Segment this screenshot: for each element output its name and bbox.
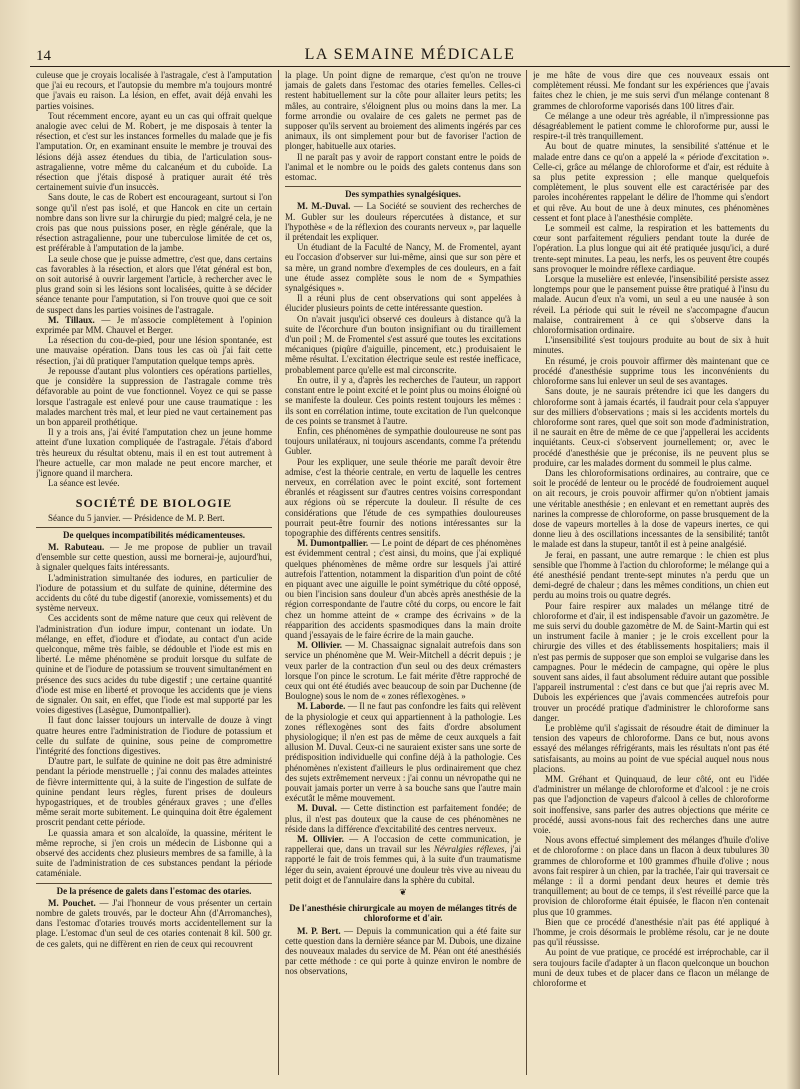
- speaker-name: M. Ollivier.: [297, 640, 343, 651]
- paragraph: Sans doute, le cas de Robert est encourageant, surtout si l'on songe qu'il n'est pas isolé, et que Hancok en cite un certain nombre dans son livre sur la chirurgie du pied; malgré cela, je ne crois pas que nous puissions poser, en règle générale, que la résection astragalienne, pour une tuberculose limitée de cet os, est préférable à l'amputation de la jambe.: [36, 192, 272, 254]
- page-number: 14: [36, 48, 51, 64]
- paragraph: la plage. Un point digne de remarque, c'est qu'on ne trouve jamais de galets dans l'estomac des otaries femelles. Celles-ci restent habituellement sur la côte pour allaiter leurs petits; les mâles, au contraire, s'éloignent plus ou moins dans la mer. La forme arrondie ou ovalaire de ces galets ne permet pas de supposer qu'ils servent au broiement des aliments ingérés par ces animaux, ils ont simplement pour but de favoriser l'action de plonger, habituelle aux otaries.: [285, 70, 521, 152]
- paragraph: [36, 542, 272, 573]
- speaker-name: M. Dumontpallier.: [297, 538, 369, 549]
- ornament-icon: ❦: [399, 887, 407, 898]
- speaker-name: M. Laborde.: [297, 701, 346, 712]
- paragraph-text: — Je m'associe complètement à l'opinion exprimée par MM. Chauvel et Berger.: [36, 314, 272, 336]
- paragraph: [36, 315, 272, 335]
- paragraph: Je repousse d'autant plus volontiers ces opérations partielles, que je considère la suppression de l'astragale comme très défavorable au point de vue fonctionnel. Voyez ce qui se passe lorsque l'astragale est enlevé pour une cause traumatique : les malades marchent très mal, et leur pied ne vaut certainement pas un bon appareil prothétique.: [36, 365, 272, 427]
- paragraph: L'insensibilité s'est toujours produite au bout de six à huit minutes.: [533, 335, 769, 356]
- paragraph-text: — Cette distinction est parfaitement fondée; de plus, il n'est pas douteux que la cause de ces phénomènes ne réside dans la différence d'excitabilité des centres nerveux.: [285, 803, 521, 834]
- paragraph: [285, 701, 521, 803]
- page-header: [30, 44, 790, 67]
- paragraph: Au bout de quatre minutes, la sensibilité s'atténue et le malade entre dans ce qu'on a appelé la « période d'excitation ». Celle-ci, grâce au mélange de chloroforme et d'air, est réduite à sa plus petite expression ; elle manque quelquefois complètement, le plus souvent elle est caractérisée par des paroles incohérentes rappelant le délire de l'homme qui s'endort et qui rêve. Au bout de une à deux minutes, ces phénomènes cessent et font place à l'anesthésie complète.: [533, 141, 769, 223]
- speaker-name: M. Tillaux.: [48, 314, 95, 325]
- subsection-heading: De la présence de galets dans l'estomac des otaries.: [36, 883, 272, 896]
- paragraph: En résumé, je crois pouvoir affirmer dès maintenant que ce procédé d'anesthésie supprime tous les inconvénients du chloroforme sans lui enlever un seul de ses avantages.: [533, 355, 769, 387]
- speaker-name: M. Pouchet.: [48, 897, 96, 908]
- column-divider: [278, 70, 279, 1075]
- paragraph: [36, 898, 272, 949]
- paragraph: On n'avait jusqu'ici observé ces douleurs à distance qu'à la suite de l'écorchure d'un bouton insignifiant ou du tiraillement d'un poil ; M. de Fromentel s'est assuré que toutes les excitations mécaniques (piqûre d'aiguille, pincement, etc.) produisaient le même résultat. L'excitation électrique seule est restée inefficace, probablement parce qu'elle est mal circonscrite.: [285, 313, 521, 375]
- subsection-heading: De l'anesthésie chirurgicale au moyen de mélanges titrés de chloroforme et d'air.: [289, 903, 517, 924]
- italic-title: Névralgies réflexes,: [433, 844, 507, 855]
- column-divider: [526, 70, 527, 1075]
- speaker-name: M. Rabuteau.: [48, 541, 105, 552]
- speaker-name: M. P. Bert.: [297, 925, 341, 936]
- paragraph: D'autre part, le sulfate de quinine ne doit pas être administré pendant la période menstruelle ; j'ai connu des malades atteintes de fièvre intermittente qui, à la suite de l'ingestion de sulfate de quinine pendant leurs règles, furent prises de douleurs hypogastriques, et de troubles généraux graves ; une d'elles même serait morte subitement. Le quinquina doit être également proscrit pendant cette période.: [36, 756, 272, 828]
- paragraph-text: — Depuis la communication qui a été faite sur cette question dans la dernière séance par M. Dubois, une dizaine des nouveaux malades du service de M. Péan ont été anesthésiés par cette méthode : ce qui porte à quinze environ le nombre de nos observations,: [285, 925, 521, 977]
- paragraph-text: — La Société se souvient des recherches de M. Gubler sur les douleurs répercutées à distance, et sur l'hypothèse « de la réflexion des courants nerveux », par laquelle il prétendait les expliquer.: [285, 201, 521, 243]
- paragraph-text: — J'ai l'honneur de vous présenter un certain nombre de galets trouvés, par le docteur Ahn (d'Arromanches), dans l'estomac d'otaries trouvés morts accidentellement sur la plage. L'estomac d'un seul de ces otaries contenait 8 kil. 500 gr. de ces galets, qui ne diffèrent en rien de ceux qui recouvrent: [36, 897, 272, 949]
- paragraph: Le sommeil est calme, la respiration et les battements du cœur sont parfaitement réguliers pendant toute la durée de l'opération. La plus longue qui ait été pratiquée jusqu'ici, a duré trente-sept minutes. La peau, les nerfs, les os peuvent être coupés sans provoquer le moindre réflexe cardiaque.: [533, 223, 769, 274]
- paragraph: [285, 538, 521, 640]
- paragraph-text: — Il ne faut pas confondre les faits qui relèvent de la physiologie et ceux qui appartiennent à la pathologie. Les zones réflexogènes sont des faits d'ordre absolument physiologique; il n'en est pas de même de ceux auxquels a fait allusion M. Duval. Ceux-ci ne sauraient exister sans une sorte de prédisposition individuelle qui confine déjà à la pathologie. Ces phénomènes n'existent d'ailleurs le plus ordinairement que chez des sujets extrêmement nerveux : j'ai connu un névropathe qui ne pouvait jamais porter un verre à sa bouche sans que l'autre main exécutât le même mouvement.: [285, 701, 521, 804]
- subsection-heading: Des sympathies synalgésiques.: [285, 186, 521, 199]
- running-title: LA SEMAINE MÉDICALE: [304, 46, 516, 63]
- paragraph: Je ferai, en passant, une autre remarque : le chien est plus sensible que l'homme à l'action du chloroforme; le mélange qui a été anesthésié pendant trente-sept minutes n'a perdu que un demi-degré de chaleur ; dans les mêmes conditions, un chien eut perdu au moins trois ou quatre degrés.: [533, 549, 769, 601]
- paragraph: Il y a trois ans, j'ai évité l'amputation chez un jeune homme atteint d'une luxation compliquée de l'astragale. J'étais d'abord très heureux du résultat obtenu, mais il en est tout autrement à l'heure actuelle, car mon malade ne peut encore marcher, et j'ignore quand il marchera.: [36, 427, 272, 478]
- paragraph-text: — M. Chassaignac signalait autrefois dans son service un phénomène que M. Weir-Mitchell a décrit depuis ; je veux parler de la contraction d'un seul ou des deux crémasters lorsque l'on pince le scrotum. Le fait mérite d'être rapproché de ceux qui ont été étudiés avec beaucoup de soin par Duchenne (de Boulogne) sous le nom de « zones réflexogènes. »: [285, 640, 521, 702]
- paragraph: [285, 201, 521, 242]
- paragraph: Tout récemment encore, ayant eu un cas qui offrait quelque analogie avec celui de M. Robert, je me disposais à tenter la résection, et c'est sur les instances formelles du malade que je fis l'amputation. Or, en examinant ensuite le membre je trouvai des lésions déjà assez étendues du tibia, de l'articulation sous-astragalienne, votre même du calcanéum et du cuboïde. La résection que j'étais disposé à pratiquer aurait été très certainement suivie d'un insuccès.: [36, 110, 272, 193]
- session-line: Séance du 5 janvier. — Présidence de M. P. Bert.: [48, 512, 225, 523]
- paragraph: Dans les chloroformisations ordinaires, au contraire, que ce soit le procédé de lenteur ou le procédé de foudroiement auquel on ait recours, je crois pouvoir affirmer qu'on n'obtient jamais une véritable anesthésie ; en enlevant et en remettant auprès des narines la compresse de chloroforme, on passe brusquement de la dose de vapeurs mortelles à la dose de vapeurs inertes, ce qui donne lieu à des oscillations incessantes de la sensibilité; tantôt le malade est dans la stupeur, tantôt il est à peine analgésié.: [533, 467, 769, 550]
- section-heading: SOCIÉTÉ DE BIOLOGIE: [75, 496, 233, 511]
- paragraph: Pour les expliquer, une seule théorie me paraît devoir être admise, c'est la théorie centrale, en vertu de laquelle les centres nerveux, en corrélation avec le point excité, sont fortement ébranlés et réagissent sur d'autres centres voisins correspondant aux régions où se répercute la douleur. Il résulte de ces considérations que l'étude de ces sympathies douloureuses pourrait peut-être fournir des notions intéressantes sur la topographie des différents centres sensitifs.: [285, 456, 521, 538]
- paragraph: Enfin, ces phénomènes de sympathie douloureuse ne sont pas toujours unilatéraux, ni toujours ascendants, comme l'a prétendu Gubler.: [285, 425, 521, 457]
- paragraph: MM. Gréhant et Quinquaud, de leur côté, ont eu l'idée d'administrer un mélange de chloroforme et d'alcool : je ne crois pas que l'adjonction de vapeurs d'alcool à celles de chloroforme soit inoffensive, sans parler des autres objections que mérite ce procédé, aussi avons-nous fait des recherches dans une autre voie.: [533, 774, 769, 836]
- paragraph: [285, 834, 521, 885]
- paragraph-text: j'ai rapporté le fait de trois femmes qui, à la suite d'un traumatisme léger du sein, avaient éprouvé une douleur très vive au niveau du petit doigt et de l'annulaire dans la sphère du cubital.: [285, 844, 521, 885]
- column-3: [533, 70, 769, 1080]
- paragraph: Au point de vue pratique, ce procédé est irréprochable, car il sera toujours facile d'adapter à un flacon quelconque un bouchon muni de deux tubes et de placer dans ce flacon un mélange de chloroforme et: [533, 947, 769, 989]
- paragraph: Le problème qu'il s'agissait de résoudre était de diminuer la tension des vapeurs de chloroforme. Dans ce but, nous avons essayé des mélanges réfrigérants, mais les résultats n'ont pas été satisfaisants, au moins au point de vue spécial auquel nous nous placions.: [533, 723, 769, 774]
- paragraph-text: — Le point de départ de ces phénomènes est évidemment central ; c'est ainsi, du moins, que j'ai expliqué quelques phénomènes de même ordre sur lesquels j'ai attiré autrefois l'attention, notamment la disparition d'un point de côté en piquant avec une aiguille le point symétrique du côté opposé, ou bien l'incision sans douleur d'un abcès après anesthésie de la région correspondante de l'autre côté du corps, ou encore le fait chez un homme atteint de « crampe des écrivains » de la réapparition des accidents spasmodiques dans la main droite quand j'essayais de le faire écrire de la main gauche.: [285, 538, 521, 640]
- paragraph-text: — A l'occasion de cette communication, je rappellerai que, dans un travail sur les: [285, 834, 521, 855]
- paragraph: En outre, il y a, d'après les recherches de l'auteur, un rapport constant entre le point excité et le point plus ou moins éloigné où se manifeste la douleur. Ces points restent toujours les mêmes : ils sont en corrélation intime, toute excitation de l'un quelconque de ces points se transmet à l'autre.: [285, 374, 521, 426]
- subsection-heading: De quelques incompatibilités médicamenteuses.: [36, 527, 272, 540]
- paragraph: Il a réuni plus de cent observations qui sont appelées à élucider plusieurs points de cette intéressante question.: [285, 293, 521, 314]
- paragraph: La résection du cou-de-pied, pour une lésion spontanée, est une mauvaise opération. Dans tous les cas où j'ai fait cette résection, j'ai dû pratiquer l'amputation quelque temps après.: [36, 335, 272, 366]
- paragraph: Le quassia amara et son alcaloïde, la quassine, méritent le même reproche, si j'en crois un médecin de Lisbonne qui a observé des accidents chez plusieurs membres de sa famille, à la suite de l'administration de ces substances pendant la période cataméniale.: [36, 827, 272, 879]
- speaker-name: M. Ollivier.: [297, 834, 344, 845]
- paragraph: Sans doute, je ne saurais prétendre ici que les dangers du chloroforme sont à jamais écartés, il faudrait pour cela s'appuyer sur des milliers d'observations ; mais si les accidents mortels du chloroforme sont rares, quel que soit son mode d'administration, il ne saurait en être de même de ce que j'appellerai les accidents inquiétants. Ceux-ci s'observent journellement; or, avec le procédé d'anesthésie que je préconise, ils ne peuvent plus se produire, car les malades dorment du sommeil le plus calme.: [533, 386, 769, 468]
- paragraph: L'administration simultanée des iodures, en particulier de l'iodure de potassium et du sulfate de quinine, détermine des accidents du côté du tube digestif (anorexie, vomissements) et du système nerveux.: [36, 572, 272, 614]
- paragraph: Un étudiant de la Faculté de Nancy, M. de Fromentel, ayant eu l'occasion d'observer sur lui-même, ainsi que sur son père et sa mère, un grand nombre d'exemples de ces douleurs, en a fait une étude assez complète sous le nom de « Sympathies synalgésiques ».: [285, 242, 521, 294]
- column-1: [36, 70, 272, 1080]
- paragraph: Ces accidents sont de même nature que ceux qui relèvent de l'administration d'un iodure impur, contenant un iodate. Un mélange, en effet, d'iodure et d'iodate, au contact d'un acide quelconque, même très faible, se dédouble et l'iode est mis en liberté. Le même phénomène se produit lorsque du sulfate de quinine et de l'iodure de potassium se trouvent simultanément en présence des sucs acides du tube digestif ; une certaine quantité d'iode est mise en liberté et provoque les accidents que je viens de signaler. On sait, en effet, que l'iode est mal supporté par les voies digestives (Lasègue, Dumontpallier).: [36, 613, 272, 716]
- paragraph: [285, 803, 521, 834]
- paragraph: [285, 640, 521, 701]
- paragraph: Ce mélange a une odeur très agréable, il n'impressionne pas désagréablement le patient comme le chloroforme pur, aussi le respire-t-il très tranquillement.: [533, 110, 769, 142]
- paragraph: Nous avons effectué simplement des mélanges d'huile d'olive et de chloroforme : on place dans un flacon à deux tubulures 30 grammes de chloroforme et 100 grammes d'huile d'olive ; nous avons fait respirer à un chien, par la trachée, l'air qui traversait ce mélange : il a dormi pendant deux heures et demie très tranquillement; au bout de ce temps, il s'est réveillé parce que la provision de chloroforme était épuisée, le flacon n'en contenait plus que 10 grammes.: [533, 835, 769, 917]
- speaker-name: M. Duval.: [297, 803, 337, 814]
- paragraph: Il faut donc laisser toujours un intervalle de douze à vingt quatre heures entre l'administration de l'iodure de potassium et celle du sulfate de quinine, sous peine de compromettre l'intégrité des fonctions digestives.: [36, 715, 272, 756]
- paragraph: Pour faire respirer aux malades un mélange titré de chloroforme et d'air, il est indispensable d'avoir un gazomètre. Je me suis servi du double gazomètre de M. de Saint-Martin qui est un instrument facile à manier ; je le crois excellent pour la chirurgie des villes et des établissements hospitaliers; mais il n'est pas permis de supposer que son emploi se vulgarise dans les campagnes. Pour le médecin de campagne, qui opère le plus souvent sans aides, il faut absolument réduire autant que possible l'appareil instrumental : c'est dans ce but que j'ai repris avec M. Dubois les expériences que j'avais commencées autrefois pour trouver un procédé pratique d'administrer le chloroforme sans danger.: [533, 600, 769, 723]
- paragraph: La séance est levée.: [48, 478, 120, 489]
- paragraph: La seule chose que je puisse admettre, c'est que, dans certains cas favorables à la résection, et alors que l'état général est bon, on soit autorisé à ouvrir largement l'article, à rechercher avec le plus grand soin si les lésions sont localisées, quitte à se décider séance tenante pour l'amputation, si l'on trouve quoi que ce soit de suspect dans les parties voisines de l'astragale.: [36, 253, 272, 315]
- paragraph: Bien que ce procédé d'anesthésie n'ait pas été appliqué à l'homme, je crois désormais le problème résolu, car je ne doute pas qu'il réussisse.: [533, 916, 769, 948]
- paragraph: [285, 926, 521, 977]
- paragraph: je me hâte de vous dire que ces nouveaux essais ont complètement réussi. Me fondant sur les expériences que j'avais faites chez le chien, je me suis servi d'un mélange contenant 8 grammes de chloroforme vaporisés dans 100 litres d'air.: [533, 70, 769, 111]
- paragraph: culeuse que je croyais localisée à l'astragale, c'est à l'amputation que j'ai eu recours, et l'autopsie du membre m'a toujours montré que j'avais eu raison. La lésion, en effet, avait déjà envahi les parties voisines.: [36, 70, 272, 111]
- paragraph: Il ne paraît pas y avoir de rapport constant entre le poids de l'animal et le nombre ou le poids des galets contenus dans son estomac.: [285, 151, 521, 183]
- column-2: [285, 70, 521, 1080]
- speaker-name: M. M.-Duval.: [297, 201, 351, 212]
- paragraph: Lorsque la muselière est enlevée, l'insensibilité persiste assez longtemps pour que le pansement puisse être pratiqué à l'insu du malade. Aucun d'eux n'a vomi, un seul a eu une nausée à son réveil. La période qui suit le réveil ne s'accompagne d'aucun malaise, contrairement à ce qui s'observe dans la chloroformisation ordinaire.: [533, 274, 769, 336]
- paragraph-text: — Je me propose de publier un travail d'ensemble sur cette question, aussi me bornerai-je, aujourd'hui, à signaler quelques faits intéressants.: [36, 541, 272, 573]
